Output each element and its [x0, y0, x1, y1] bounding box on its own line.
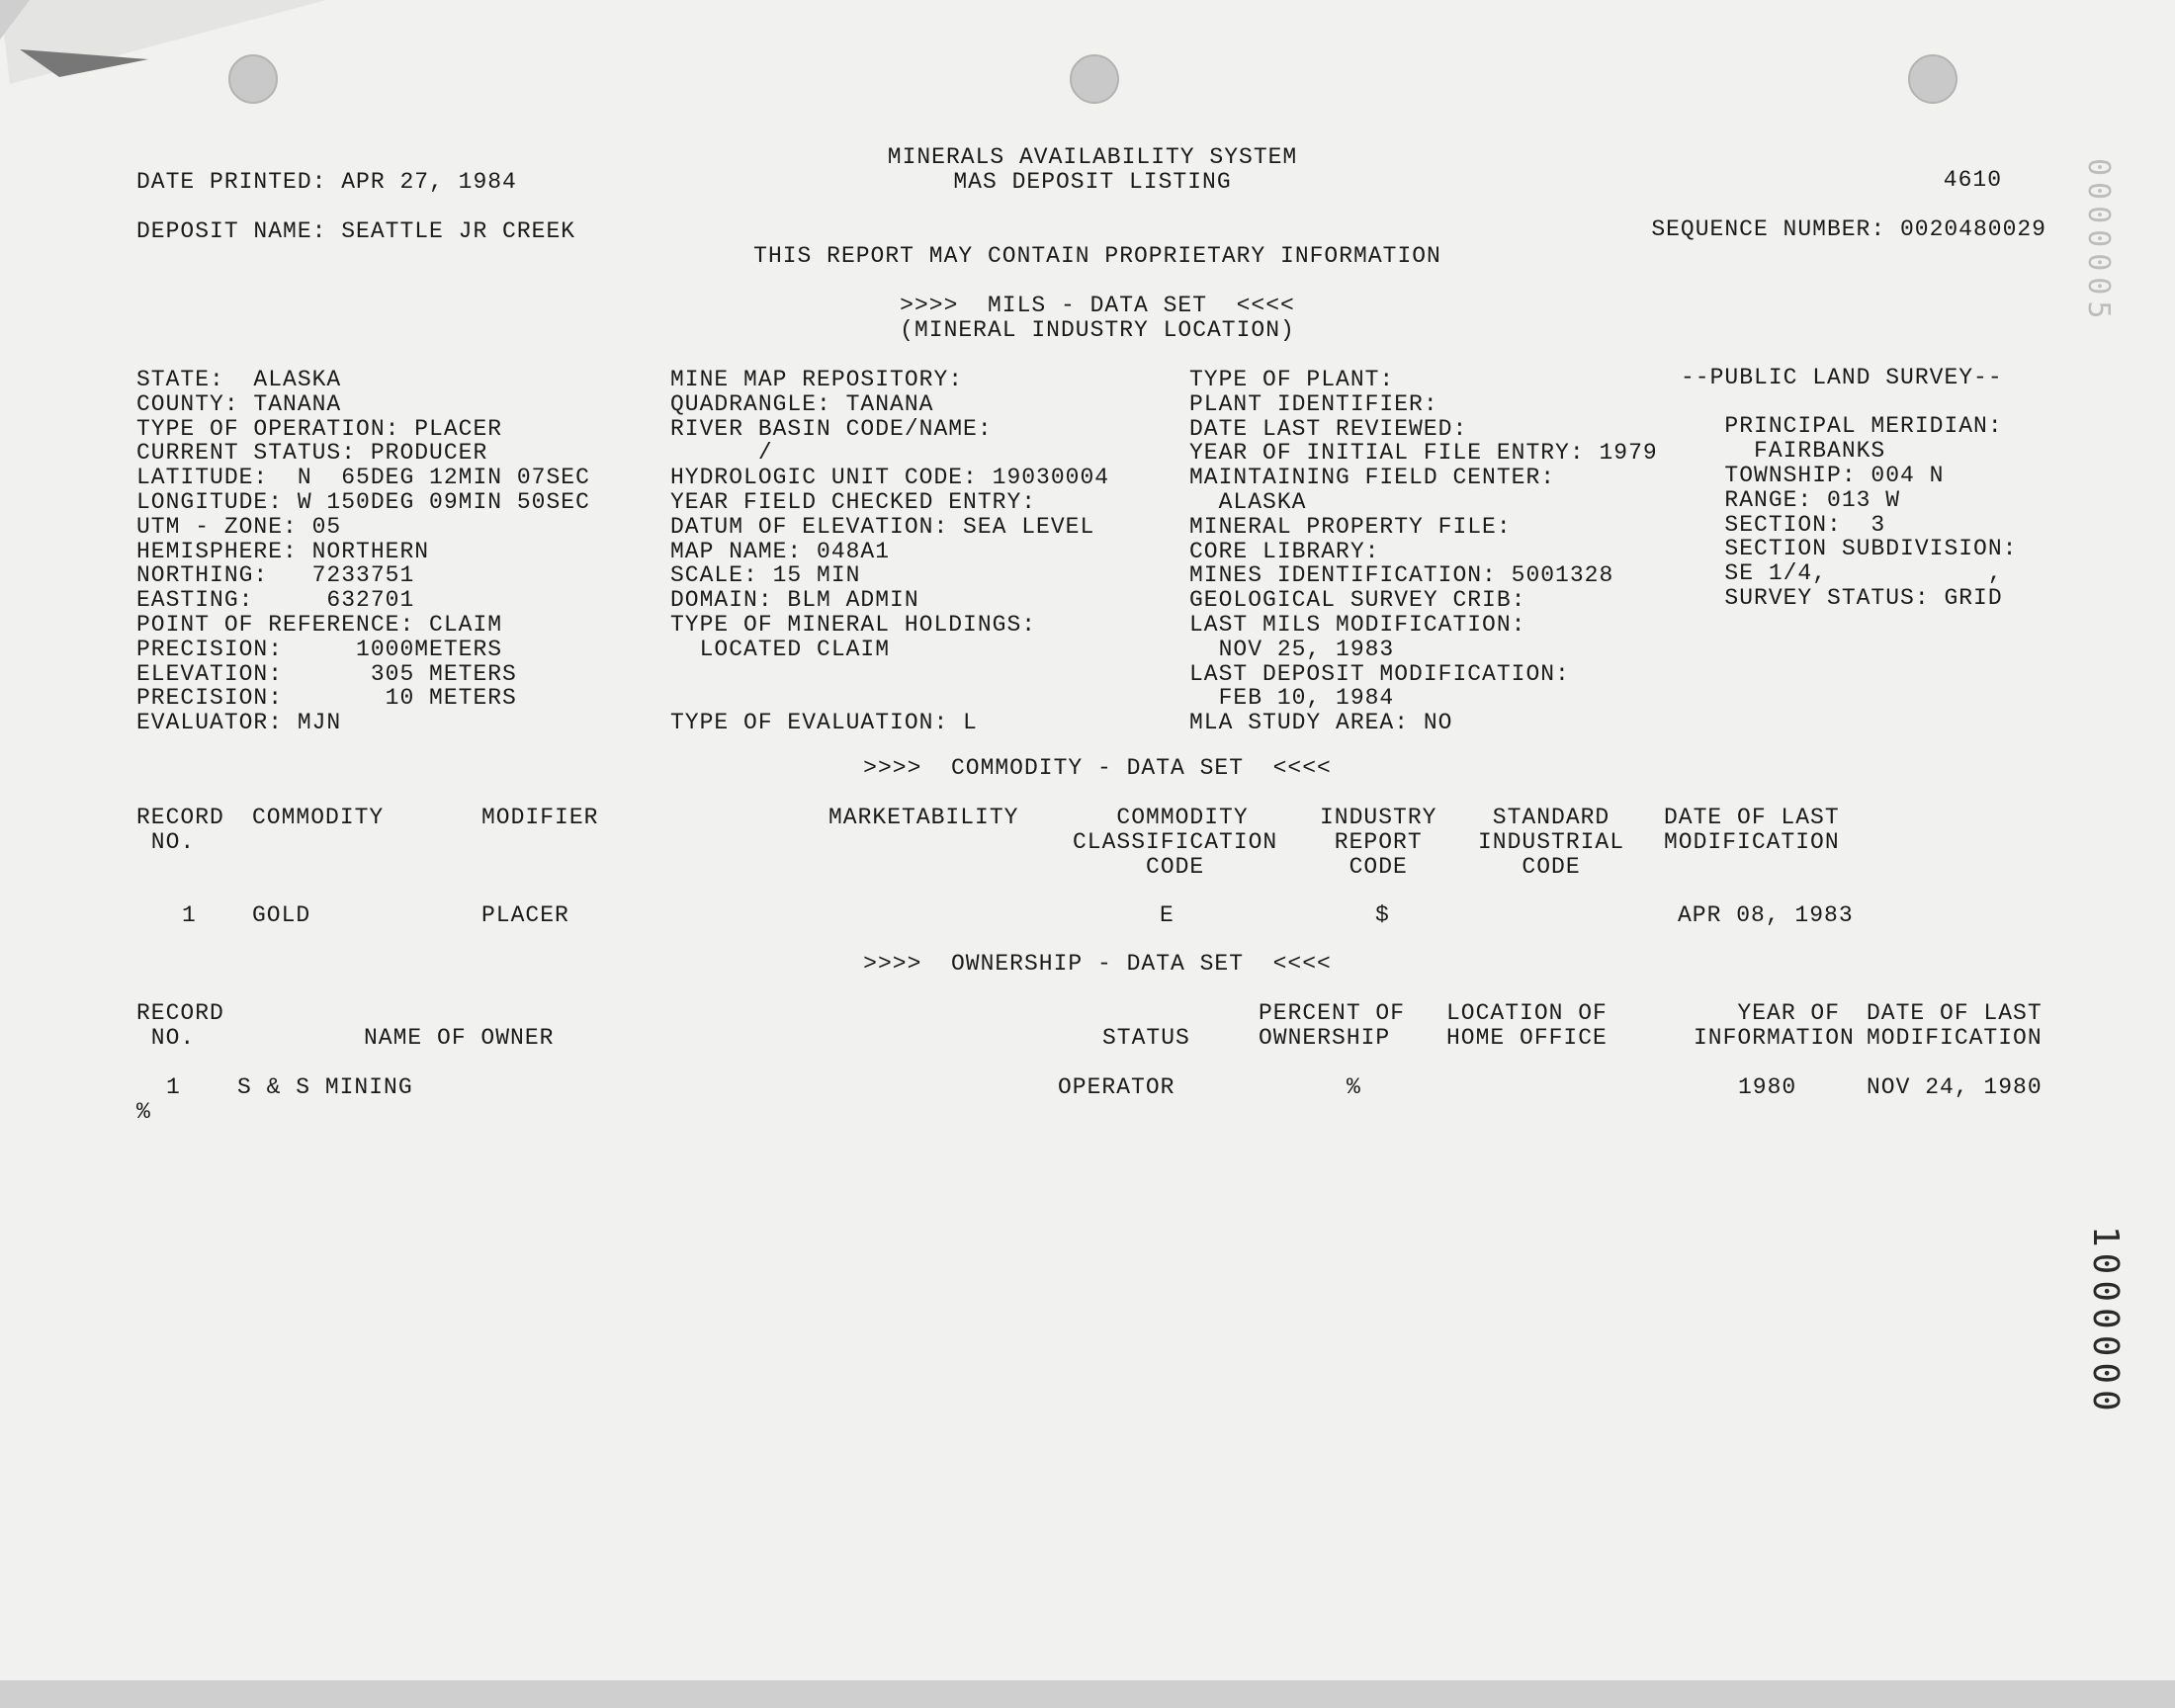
- sequence-number: SEQUENCE NUMBER: 0020480029: [1651, 216, 2046, 242]
- commodity-heading: >>>> COMMODITY - DATA SET <<<<: [863, 755, 1332, 781]
- mils-field: CURRENT STATUS: PRODUCER: [136, 440, 488, 466]
- mils-field: DATE LAST REVIEWED:: [1189, 416, 1468, 442]
- ownership-heading: >>>> OWNERSHIP - DATA SET <<<<: [863, 951, 1332, 977]
- survey-heading: --PUBLIC LAND SURVEY--: [1681, 365, 2003, 390]
- mils-field: NOV 25, 1983: [1189, 637, 1395, 662]
- mils-field: EASTING: 632701: [136, 587, 415, 613]
- mils-field: LONGITUDE: W 150DEG 09MIN 50SEC: [136, 489, 590, 515]
- punch-hole-right: [1908, 54, 1958, 104]
- commodity-col-industry: INDUSTRY REPORT CODE: [1320, 805, 1437, 880]
- mils-field: UTM - ZONE: 05: [136, 514, 342, 540]
- margin-stamp-number: 1000000: [2085, 1226, 2126, 1417]
- ownership-col-status: STATUS: [1102, 1025, 1190, 1051]
- survey-field: SE 1/4, ,: [1681, 560, 2003, 586]
- mils-field: ELEVATION: 305 METERS: [136, 661, 517, 687]
- deposit-name: DEPOSIT NAME: SEATTLE JR CREEK: [136, 218, 576, 244]
- mils-subheading: (MINERAL INDUSTRY LOCATION): [900, 317, 1295, 343]
- date-printed: DATE PRINTED: APR 27, 1984: [136, 169, 517, 195]
- mils-field: GEOLOGICAL SURVEY CRIB:: [1189, 587, 1526, 613]
- mils-field: /: [670, 440, 773, 466]
- commodity-col-modifier: MODIFIER: [481, 805, 599, 830]
- mils-field: CORE LIBRARY:: [1189, 539, 1380, 564]
- mils-field: COUNTY: TANANA: [136, 391, 342, 417]
- margin-stamp-faint: 0000005: [2081, 158, 2116, 325]
- ownership-col-record: RECORD NO.: [136, 1000, 224, 1051]
- mils-field: MINE MAP REPOSITORY:: [670, 367, 964, 392]
- mils-field: LAST DEPOSIT MODIFICATION:: [1189, 661, 1570, 687]
- survey-field: RANGE: 013 W: [1681, 487, 1901, 513]
- mils-field: EVALUATOR: MJN: [136, 710, 342, 735]
- page-number: 4610: [1943, 167, 2002, 193]
- survey-field: SECTION: 3: [1681, 512, 1886, 538]
- survey-field: SECTION SUBDIVISION:: [1681, 536, 2018, 561]
- mils-field: MLA STUDY AREA: NO: [1189, 710, 1453, 735]
- mils-field: QUADRANGLE: TANANA: [670, 391, 934, 417]
- ownership-col-owner: NAME OF OWNER: [364, 1025, 555, 1051]
- owner-note: %: [136, 1099, 151, 1125]
- mils-field: YEAR FIELD CHECKED ENTRY:: [670, 489, 1037, 515]
- mils-field: DATUM OF ELEVATION: SEA LEVEL: [670, 514, 1095, 540]
- commodity-name: GOLD: [252, 902, 311, 928]
- mils-field: LOCATED CLAIM: [670, 637, 891, 662]
- commodity-col-commodity: COMMODITY: [252, 805, 385, 830]
- ownership-record-no: 1: [166, 1074, 181, 1100]
- commodity-col-marketability: MARKETABILITY: [828, 805, 1019, 830]
- mils-field: MINES IDENTIFICATION: 5001328: [1189, 562, 1614, 588]
- ownership-col-year: YEAR OF INFORMATION: [1694, 1000, 1855, 1051]
- survey-field: FAIRBANKS: [1681, 438, 1886, 464]
- commodity-col-record: RECORD NO.: [136, 805, 224, 855]
- mils-field: MINERAL PROPERTY FILE:: [1189, 514, 1512, 540]
- mils-field: POINT OF REFERENCE: CLAIM: [136, 612, 503, 638]
- commodity-record-no: 1: [182, 902, 197, 928]
- mils-field: FEB 10, 1984: [1189, 685, 1395, 711]
- mils-field: TYPE OF OPERATION: PLACER: [136, 416, 503, 442]
- mils-field: MAP NAME: 048A1: [670, 539, 891, 564]
- punch-hole-center: [1070, 54, 1119, 104]
- commodity-col-date: DATE OF LAST MODIFICATION: [1664, 805, 1840, 855]
- mils-field: HEMISPHERE: NORTHERN: [136, 539, 430, 564]
- mils-field: HYDROLOGIC UNIT CODE: 19030004: [670, 465, 1110, 490]
- listing-title: MAS DEPOSIT LISTING: [953, 169, 1232, 195]
- owner-percent: %: [1347, 1074, 1361, 1100]
- mils-field: LAST MILS MODIFICATION:: [1189, 612, 1526, 638]
- mils-field: YEAR OF INITIAL FILE ENTRY: 1979: [1189, 440, 1658, 466]
- mils-field: TYPE OF PLANT:: [1189, 367, 1395, 392]
- ownership-col-location: LOCATION OF HOME OFFICE: [1446, 1000, 1608, 1051]
- survey-field: SURVEY STATUS: GRID: [1681, 585, 2003, 611]
- owner-status: OPERATOR: [1058, 1074, 1175, 1100]
- mils-field: PRECISION: 10 METERS: [136, 685, 517, 711]
- mils-field: TYPE OF EVALUATION: L: [670, 710, 978, 735]
- commodity-col-classification: COMMODITY CLASSIFICATION CODE: [1073, 805, 1278, 880]
- mils-field: ALASKA: [1189, 489, 1307, 515]
- survey-field: TOWNSHIP: 004 N: [1681, 463, 1945, 488]
- mils-field: PRECISION: 1000METERS: [136, 637, 503, 662]
- mils-field: DOMAIN: BLM ADMIN: [670, 587, 919, 613]
- ownership-col-percent: PERCENT OF OWNERSHIP: [1259, 1000, 1406, 1051]
- mils-heading: >>>> MILS - DATA SET <<<<: [900, 293, 1295, 318]
- system-title: MINERALS AVAILABILITY SYSTEM: [887, 144, 1298, 170]
- mils-field: STATE: ALASKA: [136, 367, 342, 392]
- mils-field: MAINTAINING FIELD CENTER:: [1189, 465, 1556, 490]
- proprietary-notice: THIS REPORT MAY CONTAIN PROPRIETARY INFORMATION: [753, 243, 1441, 269]
- survey-field: PRINCIPAL MERIDIAN:: [1681, 413, 2003, 439]
- commodity-classification: E: [1160, 902, 1174, 928]
- mils-field: PLANT IDENTIFIER:: [1189, 391, 1438, 417]
- scan-edge: [0, 1680, 2175, 1708]
- folded-corner: [0, 0, 326, 99]
- owner-name: S & S MINING: [237, 1074, 413, 1100]
- commodity-date-modified: APR 08, 1983: [1678, 902, 1854, 928]
- owner-year: 1980: [1738, 1074, 1797, 1100]
- mils-field: TYPE OF MINERAL HOLDINGS:: [670, 612, 1037, 638]
- mils-field: NORTHING: 7233751: [136, 562, 415, 588]
- mils-field: LATITUDE: N 65DEG 12MIN 07SEC: [136, 465, 590, 490]
- commodity-industry-code: $: [1375, 902, 1390, 928]
- owner-date-modified: NOV 24, 1980: [1867, 1074, 2043, 1100]
- commodity-col-sic: STANDARD INDUSTRIAL CODE: [1478, 805, 1625, 880]
- commodity-modifier: PLACER: [481, 902, 569, 928]
- mils-field: RIVER BASIN CODE/NAME:: [670, 416, 993, 442]
- mils-field: SCALE: 15 MIN: [670, 562, 861, 588]
- ownership-col-date: DATE OF LAST MODIFICATION: [1867, 1000, 2043, 1051]
- punch-hole-left: [228, 54, 278, 104]
